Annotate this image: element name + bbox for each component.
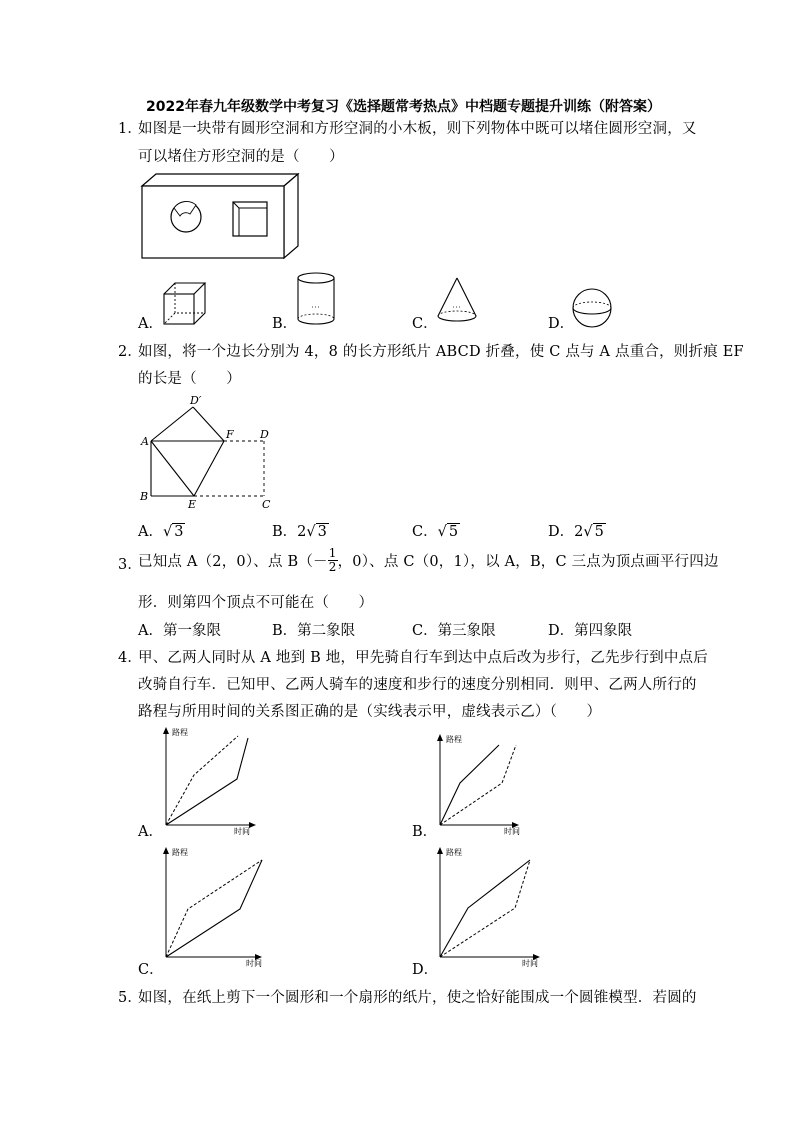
q3-line2: 形．则第四个顶点不可能在（ ） — [138, 595, 374, 611]
q3-option-b[interactable]: B．第二象限 — [272, 623, 356, 639]
q1-option-b[interactable]: B． — [272, 316, 298, 332]
label-a: A — [141, 435, 149, 448]
q3-option-c[interactable]: C．第三象限 — [412, 623, 496, 639]
q1-option-c[interactable]: C． — [412, 316, 438, 332]
sqrt-sign-icon: √ — [583, 524, 593, 540]
svg-text:时间: 时间 — [504, 827, 520, 836]
q2-option-a[interactable]: A．√ 3 — [138, 524, 184, 540]
q3-number: 3． — [118, 557, 143, 573]
page-title: 2022年春九年级数学中考复习《选择题常考热点》中档题专题提升训练（附答案） — [146, 99, 661, 115]
graph-c — [158, 845, 268, 970]
q1-line2: 可以堵住方形空洞的是（ ） — [138, 149, 344, 165]
q1-option-a[interactable]: A． — [138, 316, 163, 332]
svg-text:路程: 路程 — [446, 848, 462, 857]
label-c: C — [262, 498, 271, 511]
cone-icon — [434, 276, 480, 328]
q2-option-b[interactable]: B．2√ 3 — [272, 524, 327, 540]
cube-icon — [160, 280, 208, 326]
q2-line2: 的长是（ ） — [138, 371, 241, 387]
label-f: F — [226, 428, 234, 441]
q4-option-d[interactable]: D． — [412, 962, 439, 978]
square-hole-icon — [233, 202, 267, 236]
q4-line1: 甲、乙两人同时从 A 地到 B 地，甲先骑自行车到达中点后改为步行，乙先步行到中点后 — [138, 650, 708, 666]
svg-text:时间: 时间 — [246, 959, 262, 968]
label-d-prime: D′ — [190, 394, 202, 407]
round-hole-icon — [171, 201, 201, 232]
graph-d — [432, 845, 547, 970]
q2-option-d[interactable]: D．2√ 5 — [548, 524, 604, 540]
q2-line1: 如图，将一个边长分别为 4，8 的长方形纸片 ABCD 折叠，使 C 点与 A 点重合，则折痕 EF — [138, 344, 744, 360]
sqrt-sign-icon: √ — [437, 524, 447, 540]
q4-option-c[interactable]: C． — [138, 962, 164, 978]
q1-number: 1． — [118, 121, 143, 137]
q4-option-b[interactable]: B． — [412, 824, 438, 840]
label-b: B — [140, 490, 149, 503]
q3-option-d[interactable]: D．第四象限 — [548, 623, 633, 639]
sphere-icon — [570, 286, 614, 330]
label-e: E — [188, 498, 197, 511]
sqrt-sign-icon: √ — [306, 524, 316, 540]
folded-rectangle-figure — [136, 392, 286, 512]
q5-line1: 如图，在纸上剪下一个圆形和一个扇形的纸片，使之恰好能围成一个圆锥模型．若圆的 — [138, 990, 697, 1006]
q4-number: 4． — [118, 650, 143, 666]
svg-text:路程: 路程 — [172, 728, 188, 737]
fraction-one-half: $\frac{1}{2}$ — [328, 546, 337, 574]
graph-a — [158, 725, 258, 835]
svg-text:时间: 时间 — [522, 959, 538, 968]
graph-b — [432, 732, 532, 837]
q4-line2: 改骑自行车．已知甲、乙两人骑车的速度和步行的速度分别相同．则甲、乙两人所行的 — [138, 677, 697, 693]
svg-text:时间: 时间 — [234, 827, 250, 836]
svg-text:路程: 路程 — [172, 848, 188, 857]
cylinder-icon — [294, 270, 338, 328]
q4-option-a[interactable]: A． — [138, 824, 163, 840]
label-d: D — [260, 428, 269, 441]
q2-option-c[interactable]: C．√ 5 — [412, 524, 459, 540]
q2-number: 2． — [118, 344, 143, 360]
q4-line3: 路程与所用时间的关系图正确的是（实线表示甲，虚线表示乙）（ ） — [138, 704, 602, 720]
q3-line1: 已知点 A（2，0）、点 B（－ $\frac{1}{2}$ ，0）、点 C（0，1），以 A，B，C 三点为顶点画平行四边 — [138, 546, 719, 574]
wooden-board-figure — [138, 172, 303, 262]
q1-line1: 如图是一块带有圆形空洞和方形空洞的小木板，则下列物体中既可以堵住圆形空洞，又 — [138, 121, 697, 137]
svg-text:路程: 路程 — [446, 735, 462, 744]
sqrt-sign-icon: √ — [162, 524, 173, 540]
q3-option-a[interactable]: A．第一象限 — [138, 623, 221, 639]
q5-number: 5． — [118, 990, 143, 1006]
q1-option-d[interactable]: D． — [548, 316, 575, 332]
